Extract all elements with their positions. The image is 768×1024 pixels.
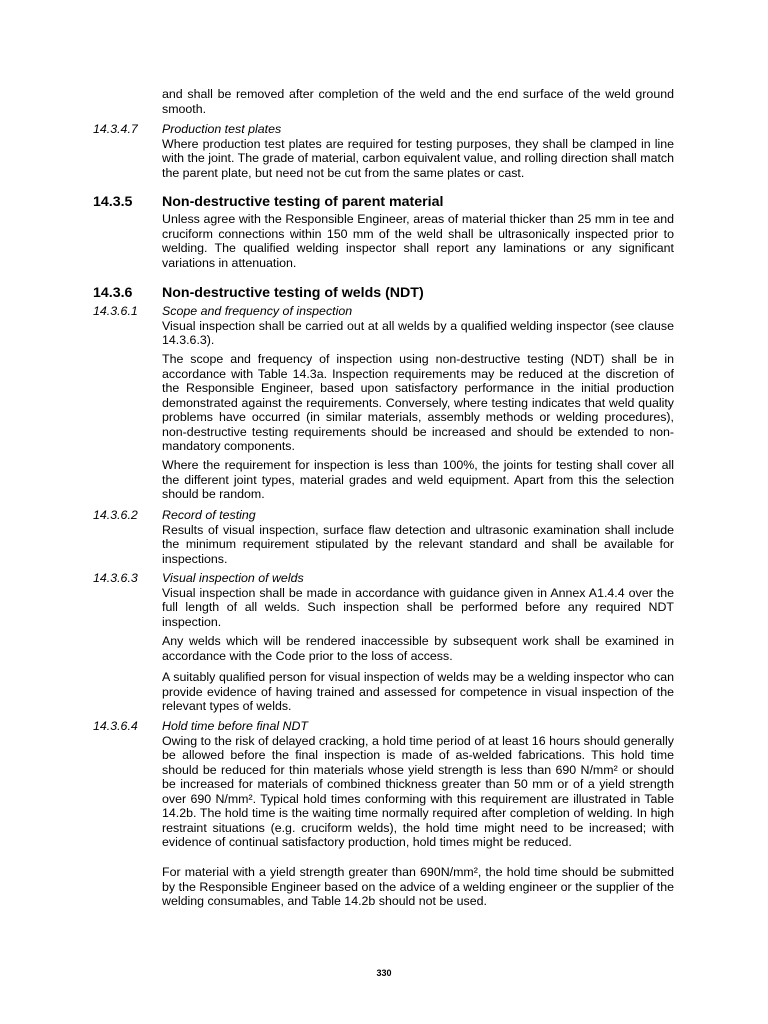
section-number-14-3-5: 14.3.5	[93, 194, 133, 210]
clause-title-record-of-testing: Record of testing	[162, 508, 256, 522]
clause-14-3-6-4-paragraph-1: Owing to the risk of delayed cracking, a hold time period of at least 16 hours should generally be allowed before the final inspection is made of as-welded fabrications. This hold time should be reduced for thin materials whose yield strength is less than 690 N/mm² or should be increased for materials of combined thickness greater than 50 mm or of a yield strength over 690 N/mm². Typical hold times conforming with this requirement are illustrated in Table 14.2b. The hold time is the waiting time normally required after completion of welding. In high restraint situations (e.g. cruciform welds), the hold time might need to be increased; with evidence of continual satisfactory production, hold times might be reduced.	[162, 733, 674, 849]
intro-paragraph: and shall be removed after completion of the weld and the end surface of the weld ground smooth.	[162, 87, 674, 116]
clause-14-3-6-1-paragraph-1: Visual inspection shall be carried out at all welds by a qualified welding inspector (see clause 14.3.6.3).	[162, 318, 674, 347]
section-heading-ndt-welds: Non-destructive testing of welds (NDT)	[162, 285, 424, 301]
clause-body-14-3-6-2: Results of visual inspection, surface flaw detection and ultrasonic examination shall include the minimum requirement stipulated by the relevant standard and shall be available for inspections.	[162, 522, 674, 566]
section-body-14-3-5: Unless agree with the Responsible Engineer, areas of material thicker than 25 mm in tee and cruciform connections within 150 mm of the weld shall be ultrasonically inspected prior to welding. The qualified welding inspector shall report any laminations or any significant variations in attenuation.	[162, 212, 674, 270]
page-number: 330	[376, 968, 392, 978]
clause-14-3-6-3-paragraph-3: A suitably qualified person for visual inspection of welds may be a welding inspector who can provide evidence of having trained and assessed for competence in visual inspection of the relevant types of welds.	[162, 670, 674, 713]
clause-number-14-3-6-2: 14.3.6.2	[93, 508, 138, 522]
clause-14-3-6-1-paragraph-3: Where the requirement for inspection is less than 100%, the joints for testing shall cover all the different joint types, material grades and weld equipment. Apart from this the selection should be random.	[162, 458, 674, 501]
section-number-14-3-6: 14.3.6	[93, 285, 133, 301]
clause-title-visual-inspection: Visual inspection of welds	[162, 571, 304, 585]
clause-title-hold-time: Hold time before final NDT	[162, 719, 308, 733]
clause-14-3-6-3-paragraph-1: Visual inspection shall be made in accordance with guidance given in Annex A1.4.4 over the full length of all welds. Such inspection shall be performed before any required NDT inspection.	[162, 585, 674, 629]
clause-title-production-test-plates: Production test plates	[162, 122, 282, 136]
section-heading-ndt-parent-material: Non-destructive testing of parent material	[162, 194, 444, 210]
clause-14-3-6-4-paragraph-2: For material with a yield strength greater than 690N/mm², the hold time should be submitted by the Responsible Engineer based on the advice of a welding engineer or the supplier of the welding consumables, and Table 14.2b should not be used.	[162, 865, 674, 908]
clause-body-14-3-4-7: Where production test plates are required for testing purposes, they shall be clamped in line with the joint. The grade of material, carbon equivalent value, and rolling direction shall match the parent plate, but need not be cut from the same plates or cast.	[162, 136, 674, 180]
clause-number-14-3-6-1: 14.3.6.1	[93, 304, 138, 318]
clause-number-14-3-6-4: 14.3.6.4	[93, 719, 138, 733]
clause-number-14-3-6-3: 14.3.6.3	[93, 571, 138, 585]
clause-title-scope-frequency: Scope and frequency of inspection	[162, 304, 353, 318]
clause-number-14-3-4-7: 14.3.4.7	[93, 122, 138, 136]
clause-14-3-6-1-paragraph-2: The scope and frequency of inspection using non-destructive testing (NDT) shall be in accordance with Table 14.3a. Inspection requirements may be reduced at the discretion of the Responsible Engineer, based upon satisfactory performance in the initial production demonstrated against the requirements. Conversely, where testing indicates that weld quality problems have occurred (in similar materials, assembly methods or welding procedures), non-destructive testing requirements should be increased and should be extended to non-mandatory components.	[162, 352, 674, 453]
clause-14-3-6-3-paragraph-2: Any welds which will be rendered inaccessible by subsequent work shall be examined in accordance with the Code prior to the loss of access.	[162, 634, 674, 663]
